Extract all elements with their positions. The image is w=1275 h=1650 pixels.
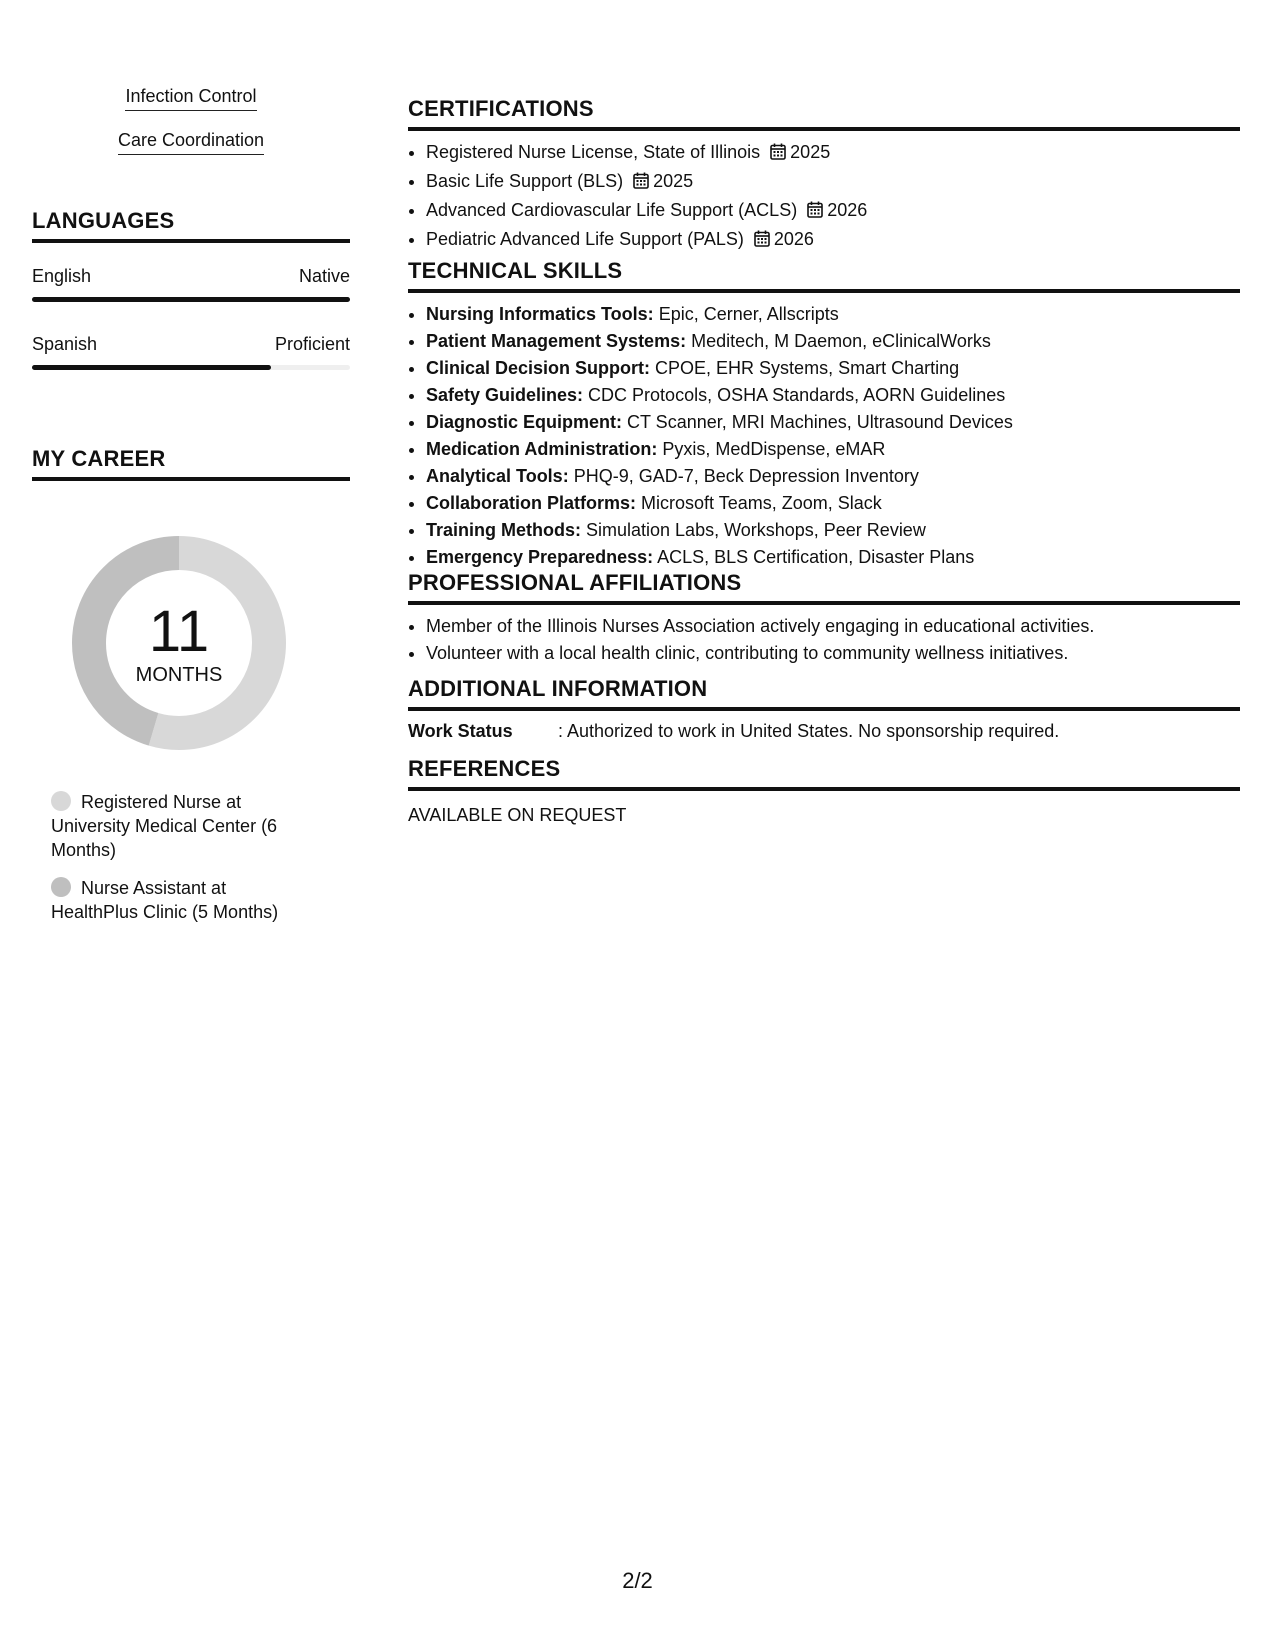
skill-item <box>426 355 1240 382</box>
career-title: MY CAREER <box>32 446 350 481</box>
skill-tag <box>32 130 350 155</box>
work-status-row <box>408 721 1240 742</box>
skill-value: Simulation Labs, Workshops, Peer Review <box>581 520 926 540</box>
certification-name: Advanced Cardiovascular Life Support (ACLS) <box>426 200 798 220</box>
certification-item <box>426 197 1240 226</box>
skill-label: Emergency Preparedness: <box>426 547 654 567</box>
calendar-icon <box>633 170 649 197</box>
certifications-list <box>408 139 1240 255</box>
career-total-value: 11 <box>148 599 210 664</box>
skill-label: Safety Guidelines: <box>426 385 584 405</box>
skill-item <box>426 382 1240 409</box>
skill-tag-label: Care Coordination <box>118 130 264 155</box>
skill-item <box>426 301 1240 328</box>
skill-label: Clinical Decision Support: <box>426 358 651 378</box>
career-legend-label: Registered Nurse at University Medical Center (6 Months) <box>51 792 278 860</box>
certification-year: 2025 <box>790 142 831 162</box>
career-legend-label: Nurse Assistant at HealthPlus Clinic (5 Months) <box>51 878 279 922</box>
certification-name: Pediatric Advanced Life Support (PALS) <box>426 229 744 249</box>
affiliations-title: PROFESSIONAL AFFILIATIONS <box>408 570 1240 605</box>
language-name: English <box>32 266 92 286</box>
certification-item <box>426 139 1240 168</box>
skill-value: PHQ-9, GAD-7, Beck Depression Inventory <box>568 466 919 486</box>
technical-skills-title: TECHNICAL SKILLS <box>408 258 1240 293</box>
career-donut-chart <box>66 530 292 756</box>
skill-value: CPOE, EHR Systems, Smart Charting <box>650 358 960 378</box>
skill-label: Diagnostic Equipment: <box>426 412 623 432</box>
certifications-title: CERTIFICATIONS <box>408 96 1240 131</box>
language-bar-fill <box>32 365 271 370</box>
work-status-value: : Authorized to work in United States. No sponsorship required. <box>558 721 1060 741</box>
skill-label: Medication Administration: <box>426 439 658 459</box>
calendar-icon <box>770 141 786 168</box>
skill-value: CT Scanner, MRI Machines, Ultrasound Devices <box>622 412 1013 432</box>
calendar-icon <box>754 228 770 255</box>
skill-item <box>426 328 1240 355</box>
skill-item <box>426 436 1240 463</box>
references-title: REFERENCES <box>408 756 1240 791</box>
certification-name: Registered Nurse License, State of Illinois <box>426 142 761 162</box>
language-bar-fill <box>32 297 350 302</box>
page-number: 2/2 <box>622 1568 653 1593</box>
references-text: AVAILABLE ON REQUEST <box>408 805 627 825</box>
skill-tag <box>32 86 350 111</box>
certification-name: Basic Life Support (BLS) <box>426 171 624 191</box>
references-section <box>408 756 1240 826</box>
skill-value: Pyxis, MedDispense, eMAR <box>657 439 886 459</box>
technical-skills-list <box>408 301 1240 571</box>
additional-info-section <box>408 676 1240 742</box>
language-level: Native <box>298 266 350 286</box>
skill-item <box>426 517 1240 544</box>
legend-dot-icon <box>51 877 71 897</box>
certification-item <box>426 168 1240 197</box>
certification-item <box>426 226 1240 255</box>
skill-label: Analytical Tools: <box>426 466 569 486</box>
skill-label: Patient Management Systems: <box>426 331 687 351</box>
skill-label: Nursing Informatics Tools: <box>426 304 654 324</box>
career-legend-item <box>51 790 311 862</box>
career-legend-item <box>51 876 311 924</box>
legend-dot-icon <box>51 791 71 811</box>
language-level: Proficient <box>274 334 350 354</box>
skill-value: CDC Protocols, OSHA Standards, AORN Guidelines <box>583 385 1006 405</box>
affiliation-item: • Member of the Illinois Nurses Association actively engaging in educational activities. <box>426 613 1240 640</box>
certifications-section <box>408 96 1240 255</box>
skill-tag-label: Infection Control <box>125 86 256 111</box>
skill-label: Collaboration Platforms: <box>426 493 637 513</box>
additional-info-title: ADDITIONAL INFORMATION <box>408 676 1240 711</box>
language-bar <box>32 297 350 302</box>
language-name: Spanish <box>32 334 98 354</box>
skill-value: Microsoft Teams, Zoom, Slack <box>636 493 882 513</box>
affiliation-item: • Volunteer with a local health clinic, contributing to community wellness initiatives. <box>426 640 1240 667</box>
skill-label: Training Methods: <box>426 520 581 540</box>
certification-year: 2026 <box>827 200 868 220</box>
certification-year: 2026 <box>773 229 814 249</box>
language-row <box>32 266 350 302</box>
work-status-label: Work Status <box>408 721 513 741</box>
skill-item <box>426 409 1240 436</box>
affiliations-list <box>408 613 1240 667</box>
skill-value: Meditech, M Daemon, eClinicalWorks <box>686 331 991 351</box>
skill-item <box>426 463 1240 490</box>
career-total-unit: MONTHS <box>135 664 223 686</box>
skill-value: Epic, Cerner, Allscripts <box>653 304 839 324</box>
language-bar <box>32 365 350 370</box>
technical-skills-section <box>408 258 1240 571</box>
skill-item <box>426 544 1240 571</box>
languages-title: LANGUAGES <box>32 208 350 243</box>
certification-year: 2025 <box>653 171 694 191</box>
affiliations-section <box>408 570 1240 667</box>
skill-item <box>426 490 1240 517</box>
skill-value: ACLS, BLS Certification, Disaster Plans <box>653 547 975 567</box>
language-row <box>32 334 350 370</box>
calendar-icon <box>807 199 823 226</box>
